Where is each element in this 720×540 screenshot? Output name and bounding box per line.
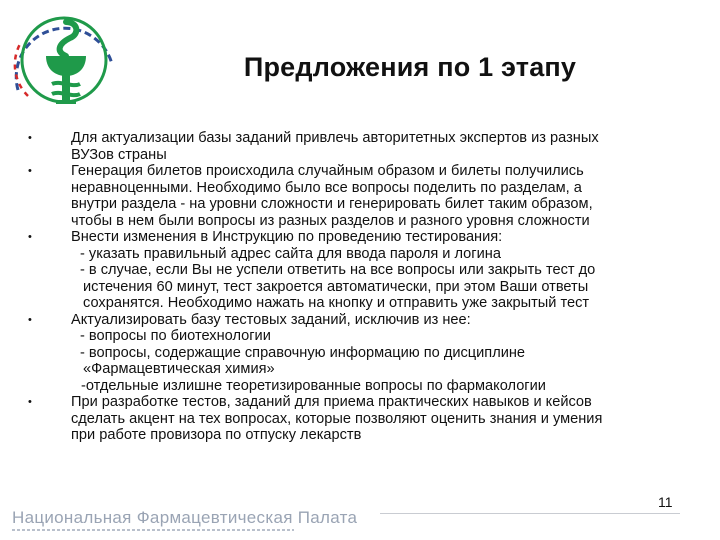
list-item-line: чтобы в нем были вопросы из разных разделов и разного уровня сложности	[71, 212, 590, 229]
bullet-dot-icon: •	[28, 396, 32, 408]
list-item-subline: -отдельные излишне теоретизированные вопросы по фармакологии	[81, 377, 546, 394]
bullet-dot-icon: •	[28, 313, 32, 326]
bullet-dot-icon: •	[28, 132, 32, 144]
list-item	[28, 312, 668, 395]
list-item	[28, 394, 668, 444]
footer-fine-print	[12, 529, 294, 531]
footer-brand: Национальная Фармацевтическая Палата	[12, 508, 358, 527]
list-item-line: Актуализировать базу тестовых заданий, исключив из нее:	[71, 311, 471, 328]
list-item-subline: сохранятся. Необходимо нажать на кнопку и отправить уже закрытый тест	[83, 295, 590, 311]
bullet-dot-icon: •	[28, 231, 32, 243]
list-item-line: Генерация билетов происходила случайным образом и билеты получились	[71, 163, 584, 179]
list-item-subline: - указать правильный адрес сайта для ввода пароля и логина	[80, 245, 501, 262]
bullet-list	[28, 130, 668, 444]
slide-title: Предложения по 1 этапу	[243, 52, 577, 82]
list-item-line: Для актуализации базы заданий привлечь авторитетных экспертов из разных	[71, 130, 599, 146]
list-item-line: При разработке тестов, заданий для приема практических навыков и кейсов	[71, 394, 592, 410]
list-item-line: внутри раздела - на уровни сложности и генерировать билет таким образом,	[71, 196, 593, 212]
footer-divider	[380, 513, 680, 514]
list-item	[28, 229, 668, 312]
list-item-subline: истечения 60 минут, тест закроется автоматически, при этом Ваши ответы	[83, 278, 589, 295]
caduceus-bowl-snake-icon	[6, 4, 122, 116]
list-item-subline: «Фармацевтическая химия»	[83, 361, 275, 377]
list-item-line: неравноценными. Необходимо было все вопросы поделить по разделам, а	[71, 179, 582, 196]
page-number: 11	[658, 494, 673, 510]
list-item-line: сделать акцент на тех вопросах, которые позволяют оценить знания и умения	[71, 410, 603, 427]
list-item-subline: - вопросы, содержащие справочную информацию по дисциплине	[80, 344, 526, 361]
list-item	[28, 130, 668, 163]
list-item-line: Внести изменения в Инструкцию по проведению тестирования:	[71, 229, 503, 245]
bullet-dot-icon: •	[28, 165, 32, 177]
list-item-line: ВУЗов страны	[71, 146, 167, 163]
list-item	[28, 163, 668, 229]
list-item-subline: - в случае, если Вы не успели ответить на все вопросы или закрыть тест до	[80, 262, 596, 278]
list-item-subline: - вопросы по биотехнологии	[80, 328, 271, 344]
list-item-line: при работе провизора по отпуску лекарств	[71, 427, 362, 443]
